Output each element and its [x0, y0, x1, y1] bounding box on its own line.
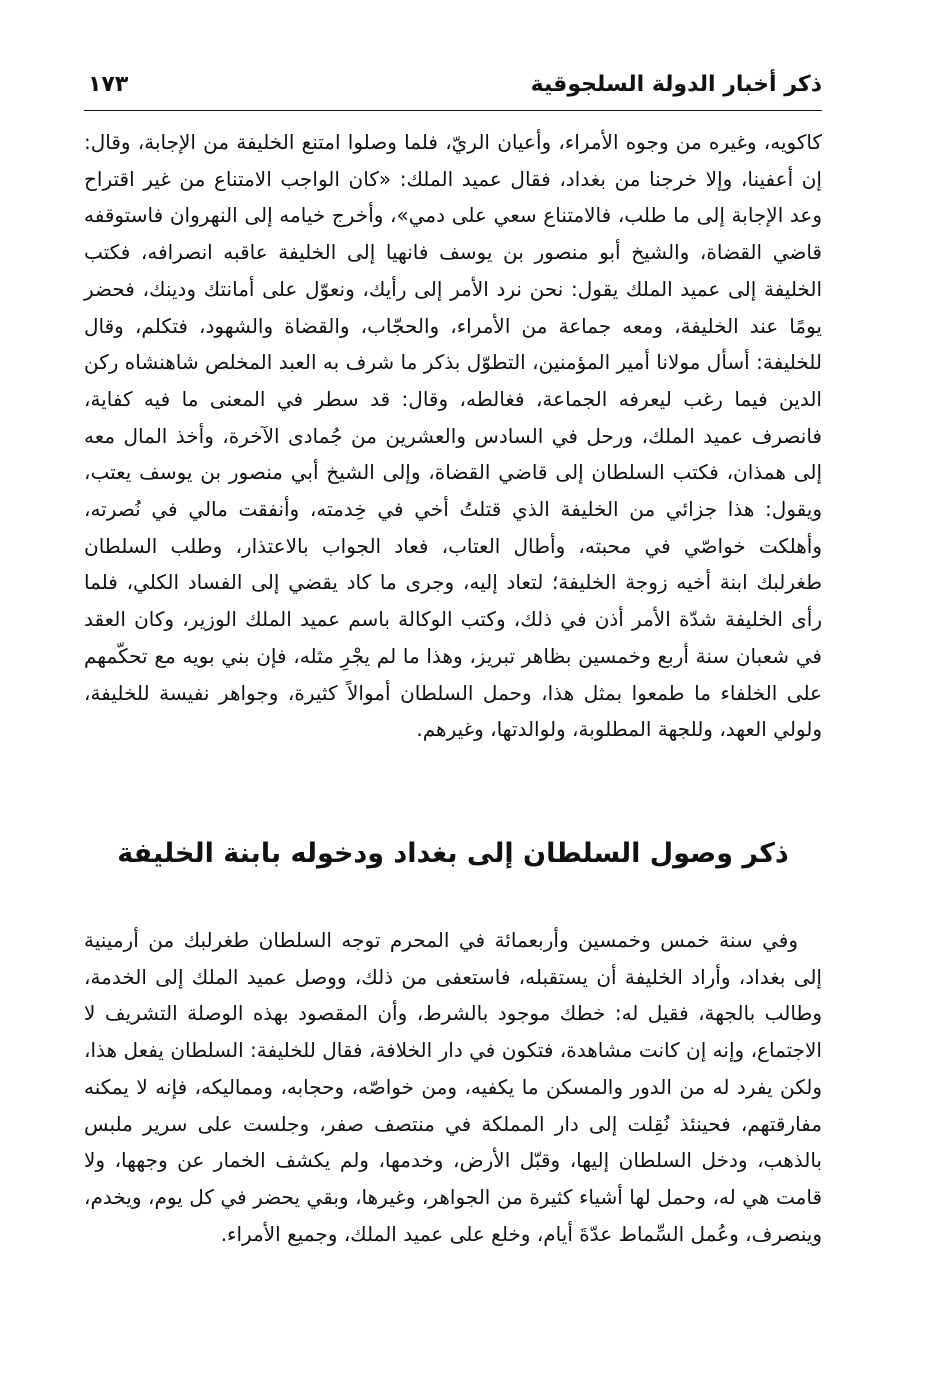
running-title: ذكر أخبار الدولة السلجوقية	[530, 72, 822, 97]
body-paragraph-2: وفي سنة خمس وخمسين وأربعمائة في المحرم توجه السلطان طغرلبك من أرمينية إلى بغداد، وأراد الخليفة أن يستقبله، فاستعفى من ذلك، ووصل عميد الملك إلى الخدمة، وطالب بالجهة، فقيل له: خطك موجود بالشرط، وأن المقصود بهذه الوصلة التشريف لا الاجتماع، وإنه إن كانت مشاهدة، فتكون في دار الخلافة، فقال للخليفة: السلطان يفعل هذا، ولكن يفرد له من الدور والمسكن ما يكفيه، ومن خواصّه، وحجابه، ومماليكه، فإنه لا يمكنه مفارقتهم، فحينئذ نُقِلت إلى دار المملكة في منتصف صفر، وجلست على سرير ملبس بالذهب، ودخل السلطان إليها، وقبّل الأرض، وخدمها، ولم يكشف الخمار عن وجهها، ولا قامت هي له، وحمل لها أشياء كثيرة من الجواهر، وغيرها، وبقي يحضر في كل يوم، ويخدم، وينصرف، وعُمل السِّماط عدّةَ أيام، وخلع على عميد الملك، وجميع الأمراء.	[84, 928, 822, 1246]
body-paragraph-1: كاكويه، وغيره من وجوه الأمراء، وأعيان الريّ، فلما وصلوا امتنع الخليفة من الإجابة، وقال: إن أعفينا، وإلا خرجنا من بغداد، فقال عميد الملك: «كان الواجب الامتناع من غير اقتراح وعد الإجابة إلى ما طلب، فالامتناع سعي على دمي»، وأخرج خيامه إلى النهروان فاستوقفه قاضي القضاة، والشيخ أبو منصور بن يوسف فانهيا إلى الخليفة عاقبه انصرافه، فكتب الخليفة إلى عميد الملك يقول: نحن نرد الأمر إلى رأيك، ونعوّل على أمانتك ودينك، فحضر يومًا عند الخليفة، ومعه جماعة من الأمراء، والحجّاب، والقضاة والشهود، فتكلم، وقال للخليفة: أسأل مولانا أمير المؤمنين، التطوّل بذكر ما شرف به العبد المخلص شاهنشاه ركن الدين فيما رغب ليعرفه الجماعة، فغالطه، وقال: قد سطر في المعنى ما فيه كفاية، فانصرف عميد الملك، ورحل في السادس والعشرين من جُمادى الآخرة، وأخذ المال معه إلى همذان، فكتب السلطان إلى قاضي القضاة، وإلى الشيخ أبي منصور بن يوسف يعتب، ويقول: هذا جزائي من الخليفة الذي قتلتُ أخي في خِدمته، وأنفقت مالي في نُصرته، وأهلكت خواصّي في محبته، وأطال العتاب، فعاد الجواب بالاعتذار، وطلب السلطان طغرلبك ابنة أخيه زوجة الخليفة؛ لتعاد إليه، وجرى ما كاد يقضي إلى الفساد الكلي، فلما رأى الخليفة شدّة الأمر أذن في ذلك، وكتب الوكالة باسم عميد الملك الوزير، وكان العقد في شعبان سنة أربع وخمسين بظاهر تبريز، وهذا ما لم يجْرِ مثله، فإن بني بويه مع تحكّمهم على الخلفاء ما طمعوا بمثل هذا، وحمل السلطان أموالاً كثيرة، وجواهر نفيسة للخليفة، ولولي العهد، وللجهة المطلوبة، ولوالدتها، وغيرهم.	[84, 130, 822, 742]
running-header	[84, 70, 822, 111]
page-number: ١٧٣	[88, 72, 129, 97]
section-heading: ذكر وصول السلطان إلى بغداد ودخوله بابنة الخليفة	[117, 838, 789, 869]
